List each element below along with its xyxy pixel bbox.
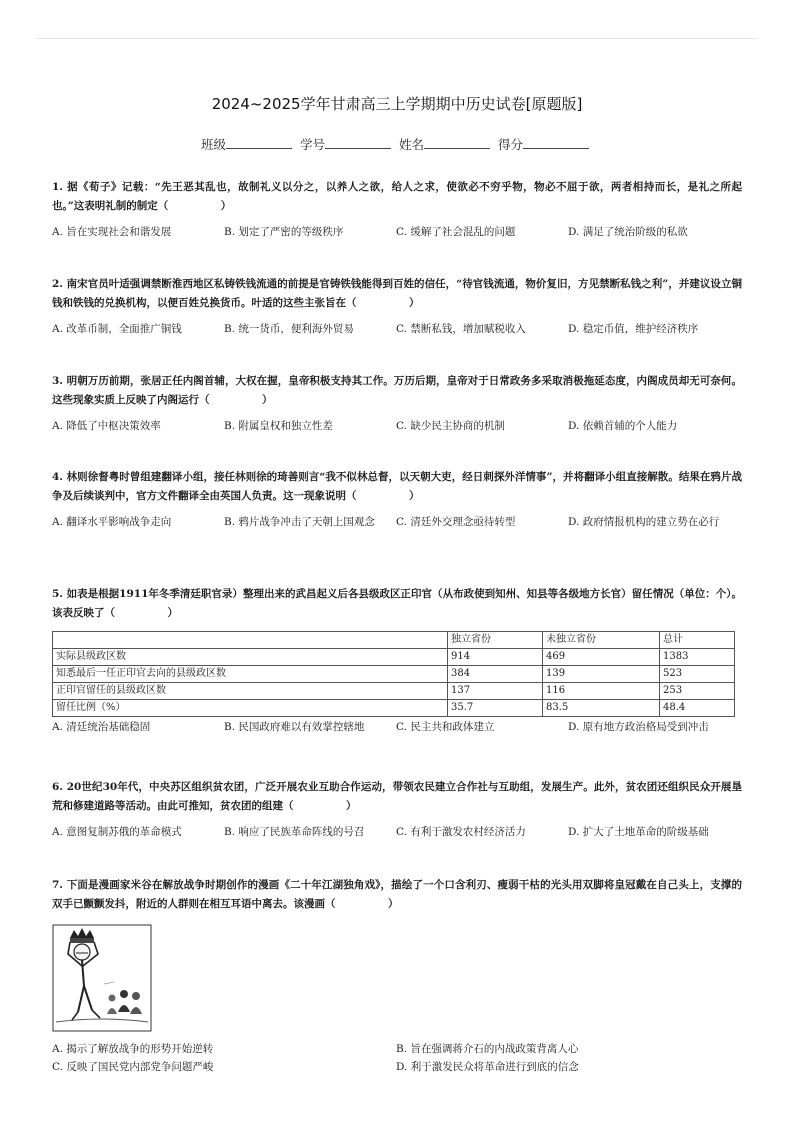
option-a[interactable]: A. 旨在实现社会和谐发展 (52, 226, 172, 238)
question-stem: 4. 林则徐督粤时曾组建翻译小组，接任林则徐的琦善则言“我不似林总督，以天朝大吏，经日刺探外洋情事”，并将翻译小组直接解散。结果在鸦片战争及后续谈判中，官方文件翻译全由英国人负责。这一现象说明（ ） (52, 471, 742, 502)
option-d[interactable]: D. 原有地方政治格局受到冲击 (568, 721, 709, 733)
table-cell: 正印官留任的县级政区数 (53, 683, 448, 700)
question-stem: 1. 据《荀子》记载：“先王恶其乱也，故制礼义以分之，以养人之欲，给人之求，使欲必不穷乎物，物必不屈于欲，两者相持而长，是礼之所起也。”这表明礼制的制定（ ） (52, 181, 742, 212)
score-blank[interactable] (523, 135, 589, 149)
table-header-cell: 独立省份 (448, 632, 543, 649)
question-1 (52, 178, 742, 240)
number-label: 学号 (299, 137, 325, 152)
option-d[interactable]: D. 政府情报机构的建立势在必行 (568, 516, 720, 528)
option-c[interactable]: C. 禁断私钱，增加赋税收入 (396, 323, 526, 335)
question-5 (52, 585, 742, 735)
cartoon-image (52, 924, 152, 1032)
option-c[interactable]: C. 缺少民主协商的机制 (396, 420, 505, 432)
table-cell: 知悉最后一任正印官去向的县级政区数 (53, 666, 448, 683)
question-stem: 3. 明朝万历前期，张居正任内阁首辅，大权在握，皇帝积极支持其工作。万历后期，皇帝对于日常政务多采取消极拖延态度，内阁成员却无可奈何。这些现象实质上反映了内阁运行（ ） (52, 375, 742, 406)
option-b[interactable]: B. 鸦片战争冲击了天朝上国观念 (224, 516, 375, 528)
question-stem: 7. 下面是漫画家米谷在解放战争时期创作的漫画《二十年江湖独角戏》，描绘了一个口含利刃、瘦弱干枯的光头用双脚将皇冠戴在自己头上，支撑的双手已颤颤发抖，附近的人群则在相互耳语中离去。该漫画（ ） (52, 879, 742, 910)
option-c[interactable]: C. 清廷外交理念亟待转型 (396, 516, 516, 528)
table-header-cell: 总计 (660, 632, 735, 649)
option-c[interactable]: C. 有利于激发农村经济活力 (396, 826, 526, 838)
question-6 (52, 778, 742, 840)
option-d[interactable]: D. 扩大了土地革命的阶级基础 (568, 826, 709, 838)
option-a[interactable]: A. 降低了中枢决策效率 (52, 420, 161, 432)
table-row (53, 683, 735, 700)
option-d[interactable]: D. 稳定币值，维护经济秩序 (568, 323, 699, 335)
name-label: 姓名 (398, 137, 424, 152)
score-label: 得分 (497, 137, 523, 152)
option-b[interactable]: B. 民国政府难以有效掌控辖地 (224, 721, 365, 733)
table-row (53, 649, 735, 666)
table-cell: 469 (543, 649, 660, 666)
table-header-cell: 未独立省份 (543, 632, 660, 649)
table-cell: 48.4 (660, 700, 735, 717)
table-cell: 留任比例（%） (53, 700, 448, 717)
number-blank[interactable] (325, 135, 391, 149)
table-cell: 137 (448, 683, 543, 700)
option-b[interactable]: B. 划定了严密的等级秩序 (224, 226, 344, 238)
page-top-rule (36, 38, 758, 39)
table-cell: 384 (448, 666, 543, 683)
option-c[interactable]: C. 民主共和政体建立 (396, 721, 495, 733)
option-c[interactable]: C. 反映了国民党内部党争问题严峻 (52, 1061, 214, 1073)
option-b[interactable]: B. 附属皇权和独立性差 (224, 420, 333, 432)
page-title: 2024~2025学年甘肃高三上学期期中历史试卷[原题版] (211, 95, 583, 113)
question-stem: 6. 20世纪30年代，中央苏区组织贫农团，广泛开展农业互助合作运动，带领农民建立合作社与互助组，发展生产。此外，贫农团还组织民众开展垦荒和修建道路等活动。由此可推知，贫农团的组建（ ） (52, 781, 742, 812)
table-cell: 914 (448, 649, 543, 666)
class-label: 班级 (200, 137, 226, 152)
option-d[interactable]: D. 依赖首辅的个人能力 (568, 420, 678, 432)
table-cell: 523 (660, 666, 735, 683)
question-stem: 2. 南宋官员叶适强调禁断淮西地区私铸铁钱流通的前提是官铸铁钱能得到百姓的信任，“待官钱流通，物价复旧，方见禁断私钱之利”，并建议设立铜钱和铁钱的兑换机构，以便百姓兑换货币。叶适的这些主张旨在（ ） (52, 278, 742, 309)
table-header-cell (53, 632, 448, 649)
table-cell: 253 (660, 683, 735, 700)
table-cell: 83.5 (543, 700, 660, 717)
option-d[interactable]: D. 满足了统治阶级的私欲 (568, 226, 688, 238)
option-a[interactable]: A. 翻译水平影响战争走向 (52, 516, 172, 528)
table-cell: 实际县级政区数 (53, 649, 448, 666)
table-row (53, 666, 735, 683)
option-a[interactable]: A. 揭示了解放战争的形势开始逆转 (52, 1043, 214, 1055)
table-cell: 1383 (660, 649, 735, 666)
question-7 (52, 876, 742, 1076)
table-cell: 139 (543, 666, 660, 683)
table-row (53, 700, 735, 717)
option-b[interactable]: B. 统一货币，便利海外贸易 (224, 323, 354, 335)
question-2 (52, 275, 742, 337)
option-a[interactable]: A. 改革币制，全面推广铜钱 (52, 323, 182, 335)
option-d[interactable]: D. 利于激发民众将革命进行到底的信念 (396, 1061, 579, 1073)
option-a[interactable]: A. 意图复制苏俄的革命模式 (52, 826, 182, 838)
question-4 (52, 468, 742, 548)
table-cell: 116 (543, 683, 660, 700)
option-b[interactable]: B. 响应了民族革命阵线的号召 (224, 826, 365, 838)
table-cell: 35.7 (448, 700, 543, 717)
question-stem: 5. 如表是根据1911年冬季清廷职官录）整理出来的武昌起义后各县级政区正印官（从布政使到知州、知县等各级地方长官）留任情况（单位：个）。该表反映了（ ） (52, 588, 742, 619)
option-c[interactable]: C. 缓解了社会混乱的问题 (396, 226, 516, 238)
question-3 (52, 372, 742, 434)
student-info-line (0, 135, 794, 153)
table-header-row (53, 632, 735, 649)
officials-table (52, 631, 735, 717)
name-blank[interactable] (424, 135, 490, 149)
class-blank[interactable] (226, 135, 292, 149)
option-b[interactable]: B. 旨在强调蒋介石的内战政策背离人心 (396, 1043, 579, 1055)
option-a[interactable]: A. 清廷统治基础稳固 (52, 721, 151, 733)
